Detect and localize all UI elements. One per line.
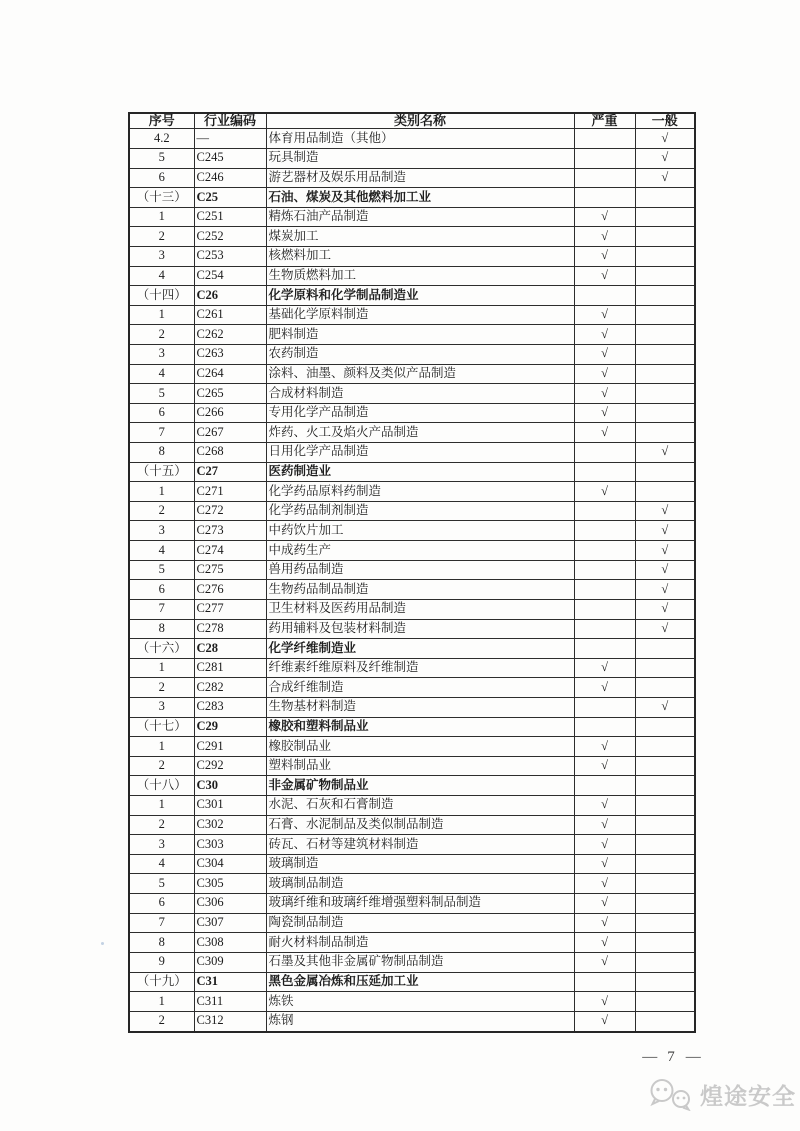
general-check-cell bbox=[635, 305, 695, 325]
severe-check-cell bbox=[574, 148, 635, 168]
seq-cell: 3 bbox=[129, 345, 194, 365]
category-name-cell: 化学药品制剂制造 bbox=[266, 501, 574, 521]
seq-cell: （十三） bbox=[129, 188, 194, 208]
severe-check-cell: √ bbox=[574, 266, 635, 286]
general-check-cell bbox=[635, 658, 695, 678]
severe-check-cell bbox=[574, 580, 635, 600]
seq-cell: 8 bbox=[129, 619, 194, 639]
seq-cell: 4.2 bbox=[129, 129, 194, 149]
category-name-cell: 生物药品制品制造 bbox=[266, 580, 574, 600]
general-check-cell bbox=[635, 227, 695, 247]
general-check-cell bbox=[635, 325, 695, 345]
table-row bbox=[129, 835, 695, 855]
industry-code-cell: — bbox=[194, 129, 266, 149]
seq-cell: 9 bbox=[129, 952, 194, 972]
seq-cell: （十九） bbox=[129, 972, 194, 992]
general-check-cell bbox=[635, 403, 695, 423]
table-row bbox=[129, 756, 695, 776]
industry-code-cell: C277 bbox=[194, 599, 266, 619]
category-name-cell: 中成药生产 bbox=[266, 541, 574, 561]
general-check-cell bbox=[635, 913, 695, 933]
industry-code-cell: C267 bbox=[194, 423, 266, 443]
category-name-cell: 炸药、火工及焰火产品制造 bbox=[266, 423, 574, 443]
general-check-cell bbox=[635, 815, 695, 835]
table-row bbox=[129, 854, 695, 874]
seq-cell: （十六） bbox=[129, 639, 194, 659]
industry-code-cell: C251 bbox=[194, 207, 266, 227]
seq-cell: 2 bbox=[129, 815, 194, 835]
table-row bbox=[129, 345, 695, 365]
section-row bbox=[129, 462, 695, 482]
table-row bbox=[129, 619, 695, 639]
table-row bbox=[129, 933, 695, 953]
industry-code-cell: C272 bbox=[194, 501, 266, 521]
category-name-cell: 卫生材料及医药用品制造 bbox=[266, 599, 574, 619]
section-row bbox=[129, 639, 695, 659]
table-row bbox=[129, 678, 695, 698]
seq-cell: 3 bbox=[129, 835, 194, 855]
industry-code-cell: C273 bbox=[194, 521, 266, 541]
severe-check-cell bbox=[574, 972, 635, 992]
industry-code-cell: C245 bbox=[194, 148, 266, 168]
severe-check-cell bbox=[574, 619, 635, 639]
category-name-cell: 核燃料加工 bbox=[266, 246, 574, 266]
general-check-cell bbox=[635, 266, 695, 286]
table-body bbox=[129, 129, 695, 1032]
severe-check-cell: √ bbox=[574, 874, 635, 894]
general-check-cell bbox=[635, 384, 695, 404]
industry-code-cell: C246 bbox=[194, 168, 266, 188]
category-name-cell: 耐火材料制品制造 bbox=[266, 933, 574, 953]
seq-cell: 2 bbox=[129, 678, 194, 698]
category-name-cell: 精炼石油产品制造 bbox=[266, 207, 574, 227]
industry-code-cell: C28 bbox=[194, 639, 266, 659]
severe-check-cell: √ bbox=[574, 364, 635, 384]
category-name-cell: 化学原料和化学制品制造业 bbox=[266, 286, 574, 306]
severe-check-cell: √ bbox=[574, 815, 635, 835]
table-row bbox=[129, 1011, 695, 1032]
column-header-2: 行业编码 bbox=[194, 113, 266, 129]
category-name-cell: 化学纤维制造业 bbox=[266, 639, 574, 659]
section-row bbox=[129, 717, 695, 737]
severe-check-cell bbox=[574, 462, 635, 482]
general-check-cell bbox=[635, 894, 695, 914]
severe-check-cell bbox=[574, 188, 635, 208]
general-check-cell bbox=[635, 364, 695, 384]
industry-code-cell: C292 bbox=[194, 756, 266, 776]
general-check-cell: √ bbox=[635, 560, 695, 580]
column-header-3: 类别名称 bbox=[266, 113, 574, 129]
table-row bbox=[129, 992, 695, 1012]
seq-cell: 2 bbox=[129, 325, 194, 345]
industry-code-cell: C253 bbox=[194, 246, 266, 266]
industry-code-cell: C263 bbox=[194, 345, 266, 365]
category-name-cell: 水泥、石灰和石膏制造 bbox=[266, 796, 574, 816]
severe-check-cell bbox=[574, 501, 635, 521]
seq-cell: （十七） bbox=[129, 717, 194, 737]
table-row bbox=[129, 580, 695, 600]
table-row bbox=[129, 443, 695, 463]
general-check-cell bbox=[635, 835, 695, 855]
severe-check-cell: √ bbox=[574, 658, 635, 678]
category-name-cell: 专用化学产品制造 bbox=[266, 403, 574, 423]
general-check-cell: √ bbox=[635, 168, 695, 188]
general-check-cell: √ bbox=[635, 599, 695, 619]
industry-code-cell: C268 bbox=[194, 443, 266, 463]
category-name-cell: 化学药品原料药制造 bbox=[266, 482, 574, 502]
severe-check-cell bbox=[574, 168, 635, 188]
seq-cell: 5 bbox=[129, 874, 194, 894]
section-row bbox=[129, 972, 695, 992]
watermark-text: 煌途安全 bbox=[700, 1083, 796, 1109]
category-name-cell: 玩具制造 bbox=[266, 148, 574, 168]
industry-code-cell: C311 bbox=[194, 992, 266, 1012]
category-name-cell: 医药制造业 bbox=[266, 462, 574, 482]
severe-check-cell bbox=[574, 129, 635, 149]
seq-cell: 2 bbox=[129, 1011, 194, 1032]
general-check-cell bbox=[635, 423, 695, 443]
category-name-cell: 纤维素纤维原料及纤维制造 bbox=[266, 658, 574, 678]
category-name-cell: 塑料制品业 bbox=[266, 756, 574, 776]
industry-code-cell: C304 bbox=[194, 854, 266, 874]
category-name-cell: 非金属矿物制品业 bbox=[266, 776, 574, 796]
table-row bbox=[129, 482, 695, 502]
category-name-cell: 玻璃制品制造 bbox=[266, 874, 574, 894]
general-check-cell bbox=[635, 854, 695, 874]
page-number-dash-right: — bbox=[685, 1049, 700, 1065]
severe-check-cell bbox=[574, 717, 635, 737]
industry-code-cell: C307 bbox=[194, 913, 266, 933]
industry-code-cell: C31 bbox=[194, 972, 266, 992]
industry-code-cell: C274 bbox=[194, 541, 266, 561]
category-name-cell: 涂料、油墨、颜料及类似产品制造 bbox=[266, 364, 574, 384]
industry-code-cell: C281 bbox=[194, 658, 266, 678]
severe-check-cell: √ bbox=[574, 992, 635, 1012]
industry-code-cell: C283 bbox=[194, 697, 266, 717]
general-check-cell bbox=[635, 776, 695, 796]
table-row bbox=[129, 325, 695, 345]
general-check-cell: √ bbox=[635, 129, 695, 149]
seq-cell: 1 bbox=[129, 207, 194, 227]
page-number-value: 7 bbox=[667, 1049, 675, 1065]
table-row bbox=[129, 305, 695, 325]
seq-cell: （十八） bbox=[129, 776, 194, 796]
seq-cell: 5 bbox=[129, 560, 194, 580]
industry-code-cell: C276 bbox=[194, 580, 266, 600]
table-row bbox=[129, 423, 695, 443]
category-name-cell: 药用辅料及包装材料制造 bbox=[266, 619, 574, 639]
seq-cell: （十四） bbox=[129, 286, 194, 306]
severe-check-cell: √ bbox=[574, 894, 635, 914]
seq-cell: 3 bbox=[129, 697, 194, 717]
category-name-cell: 石墨及其他非金属矿物制品制造 bbox=[266, 952, 574, 972]
industry-code-cell: C305 bbox=[194, 874, 266, 894]
category-name-cell: 石膏、水泥制品及类似制品制造 bbox=[266, 815, 574, 835]
industry-code-cell: C252 bbox=[194, 227, 266, 247]
page-number bbox=[626, 1049, 716, 1066]
seq-cell: 6 bbox=[129, 580, 194, 600]
industry-code-cell: C254 bbox=[194, 266, 266, 286]
general-check-cell bbox=[635, 678, 695, 698]
table-row bbox=[129, 501, 695, 521]
general-check-cell bbox=[635, 482, 695, 502]
industry-code-cell: C262 bbox=[194, 325, 266, 345]
category-name-cell: 农药制造 bbox=[266, 345, 574, 365]
seq-cell: 1 bbox=[129, 305, 194, 325]
section-row bbox=[129, 776, 695, 796]
general-check-cell: √ bbox=[635, 148, 695, 168]
severe-check-cell: √ bbox=[574, 796, 635, 816]
industry-code-cell: C306 bbox=[194, 894, 266, 914]
seq-cell: 7 bbox=[129, 599, 194, 619]
general-check-cell bbox=[635, 639, 695, 659]
category-name-cell: 橡胶制品业 bbox=[266, 737, 574, 757]
table-row bbox=[129, 894, 695, 914]
severe-check-cell bbox=[574, 286, 635, 306]
industry-code-cell: C26 bbox=[194, 286, 266, 306]
industry-code-cell: C271 bbox=[194, 482, 266, 502]
severe-check-cell bbox=[574, 776, 635, 796]
seq-cell: 4 bbox=[129, 266, 194, 286]
industry-code-cell: C302 bbox=[194, 815, 266, 835]
general-check-cell bbox=[635, 756, 695, 776]
category-name-cell: 炼钢 bbox=[266, 1011, 574, 1032]
industry-code-cell: C29 bbox=[194, 717, 266, 737]
severe-check-cell: √ bbox=[574, 737, 635, 757]
category-name-cell: 基础化学原料制造 bbox=[266, 305, 574, 325]
watermark bbox=[645, 1077, 796, 1111]
general-check-cell: √ bbox=[635, 521, 695, 541]
category-name-cell: 肥料制造 bbox=[266, 325, 574, 345]
severe-check-cell: √ bbox=[574, 952, 635, 972]
general-check-cell bbox=[635, 462, 695, 482]
section-row bbox=[129, 286, 695, 306]
table-row bbox=[129, 246, 695, 266]
category-name-cell: 合成材料制造 bbox=[266, 384, 574, 404]
seq-cell: 1 bbox=[129, 482, 194, 502]
table-row bbox=[129, 737, 695, 757]
seq-cell: 4 bbox=[129, 854, 194, 874]
category-name-cell: 玻璃纤维和玻璃纤维增强塑料制品制造 bbox=[266, 894, 574, 914]
category-name-cell: 日用化学产品制造 bbox=[266, 443, 574, 463]
general-check-cell bbox=[635, 345, 695, 365]
industry-code-cell: C282 bbox=[194, 678, 266, 698]
column-header-4: 严重 bbox=[574, 113, 635, 129]
severe-check-cell: √ bbox=[574, 1011, 635, 1032]
table-row bbox=[129, 697, 695, 717]
general-check-cell bbox=[635, 246, 695, 266]
general-check-cell: √ bbox=[635, 580, 695, 600]
severe-check-cell: √ bbox=[574, 482, 635, 502]
table-row bbox=[129, 266, 695, 286]
table-row bbox=[129, 129, 695, 149]
seq-cell: 2 bbox=[129, 501, 194, 521]
category-name-cell: 黑色金属冶炼和压延加工业 bbox=[266, 972, 574, 992]
section-row bbox=[129, 188, 695, 208]
seq-cell: 2 bbox=[129, 227, 194, 247]
severe-check-cell bbox=[574, 697, 635, 717]
category-name-cell: 中药饮片加工 bbox=[266, 521, 574, 541]
industry-code-cell: C30 bbox=[194, 776, 266, 796]
industry-code-cell: C301 bbox=[194, 796, 266, 816]
severe-check-cell bbox=[574, 599, 635, 619]
general-check-cell bbox=[635, 737, 695, 757]
general-check-cell bbox=[635, 1011, 695, 1032]
seq-cell: 1 bbox=[129, 658, 194, 678]
severe-check-cell: √ bbox=[574, 384, 635, 404]
table-row bbox=[129, 403, 695, 423]
industry-code-cell: C278 bbox=[194, 619, 266, 639]
industry-code-cell: C27 bbox=[194, 462, 266, 482]
severe-check-cell bbox=[574, 560, 635, 580]
seq-cell: 4 bbox=[129, 541, 194, 561]
seq-cell: 6 bbox=[129, 403, 194, 423]
industry-code-cell: C266 bbox=[194, 403, 266, 423]
severe-check-cell: √ bbox=[574, 933, 635, 953]
industry-code-cell: C303 bbox=[194, 835, 266, 855]
general-check-cell bbox=[635, 952, 695, 972]
general-check-cell bbox=[635, 933, 695, 953]
table-row bbox=[129, 207, 695, 227]
industry-code-cell: C312 bbox=[194, 1011, 266, 1032]
table-row bbox=[129, 560, 695, 580]
seq-cell: 2 bbox=[129, 756, 194, 776]
general-check-cell: √ bbox=[635, 501, 695, 521]
industry-code-cell: C261 bbox=[194, 305, 266, 325]
severe-check-cell bbox=[574, 443, 635, 463]
industry-classification-table bbox=[128, 112, 696, 1033]
table-row bbox=[129, 148, 695, 168]
category-name-cell: 游艺器材及娱乐用品制造 bbox=[266, 168, 574, 188]
severe-check-cell: √ bbox=[574, 207, 635, 227]
severe-check-cell: √ bbox=[574, 227, 635, 247]
severe-check-cell: √ bbox=[574, 678, 635, 698]
table-row bbox=[129, 599, 695, 619]
seq-cell: 6 bbox=[129, 894, 194, 914]
industry-code-cell: C308 bbox=[194, 933, 266, 953]
severe-check-cell: √ bbox=[574, 403, 635, 423]
table-header-row bbox=[129, 113, 695, 129]
chat-bubbles-logo-icon bbox=[645, 1077, 695, 1111]
table-row bbox=[129, 364, 695, 384]
severe-check-cell: √ bbox=[574, 305, 635, 325]
category-name-cell: 体育用品制造（其他） bbox=[266, 129, 574, 149]
table-row bbox=[129, 541, 695, 561]
severe-check-cell: √ bbox=[574, 423, 635, 443]
category-name-cell: 生物质燃料加工 bbox=[266, 266, 574, 286]
general-check-cell bbox=[635, 188, 695, 208]
general-check-cell bbox=[635, 286, 695, 306]
seq-cell: 1 bbox=[129, 992, 194, 1012]
seq-cell: 8 bbox=[129, 933, 194, 953]
seq-cell: 6 bbox=[129, 168, 194, 188]
category-name-cell: 石油、煤炭及其他燃料加工业 bbox=[266, 188, 574, 208]
seq-cell: 3 bbox=[129, 521, 194, 541]
industry-code-cell: C25 bbox=[194, 188, 266, 208]
seq-cell: 7 bbox=[129, 423, 194, 443]
column-header-5: 一般 bbox=[635, 113, 695, 129]
scan-noise-dot bbox=[101, 942, 104, 945]
table-row bbox=[129, 796, 695, 816]
severe-check-cell: √ bbox=[574, 325, 635, 345]
general-check-cell bbox=[635, 992, 695, 1012]
seq-cell: 3 bbox=[129, 246, 194, 266]
seq-cell: 4 bbox=[129, 364, 194, 384]
table-row bbox=[129, 658, 695, 678]
seq-cell: 5 bbox=[129, 148, 194, 168]
severe-check-cell: √ bbox=[574, 246, 635, 266]
seq-cell: （十五） bbox=[129, 462, 194, 482]
column-header-1: 序号 bbox=[129, 113, 194, 129]
severe-check-cell: √ bbox=[574, 913, 635, 933]
severe-check-cell bbox=[574, 541, 635, 561]
category-name-cell: 橡胶和塑料制品业 bbox=[266, 717, 574, 737]
general-check-cell bbox=[635, 717, 695, 737]
seq-cell: 5 bbox=[129, 384, 194, 404]
severe-check-cell: √ bbox=[574, 835, 635, 855]
general-check-cell bbox=[635, 796, 695, 816]
industry-code-cell: C291 bbox=[194, 737, 266, 757]
table-row bbox=[129, 952, 695, 972]
general-check-cell bbox=[635, 874, 695, 894]
industry-code-cell: C309 bbox=[194, 952, 266, 972]
general-check-cell bbox=[635, 972, 695, 992]
category-name-cell: 砖瓦、石材等建筑材料制造 bbox=[266, 835, 574, 855]
category-name-cell: 合成纤维制造 bbox=[266, 678, 574, 698]
category-name-cell: 玻璃制造 bbox=[266, 854, 574, 874]
industry-code-cell: C275 bbox=[194, 560, 266, 580]
category-name-cell: 陶瓷制品制造 bbox=[266, 913, 574, 933]
category-name-cell: 煤炭加工 bbox=[266, 227, 574, 247]
table-row bbox=[129, 227, 695, 247]
industry-code-cell: C264 bbox=[194, 364, 266, 384]
severe-check-cell bbox=[574, 521, 635, 541]
general-check-cell: √ bbox=[635, 443, 695, 463]
industry-code-cell: C265 bbox=[194, 384, 266, 404]
page-number-dash-left: — bbox=[642, 1049, 657, 1065]
general-check-cell: √ bbox=[635, 541, 695, 561]
category-name-cell: 炼铁 bbox=[266, 992, 574, 1012]
severe-check-cell: √ bbox=[574, 756, 635, 776]
seq-cell: 1 bbox=[129, 737, 194, 757]
table-row bbox=[129, 874, 695, 894]
general-check-cell: √ bbox=[635, 697, 695, 717]
category-name-cell: 兽用药品制造 bbox=[266, 560, 574, 580]
table-row bbox=[129, 384, 695, 404]
general-check-cell: √ bbox=[635, 619, 695, 639]
seq-cell: 7 bbox=[129, 913, 194, 933]
seq-cell: 8 bbox=[129, 443, 194, 463]
table-row bbox=[129, 913, 695, 933]
table-row bbox=[129, 521, 695, 541]
table-row bbox=[129, 168, 695, 188]
table-row bbox=[129, 815, 695, 835]
severe-check-cell: √ bbox=[574, 854, 635, 874]
severe-check-cell bbox=[574, 639, 635, 659]
general-check-cell bbox=[635, 207, 695, 227]
category-name-cell: 生物基材料制造 bbox=[266, 697, 574, 717]
seq-cell: 1 bbox=[129, 796, 194, 816]
severe-check-cell: √ bbox=[574, 345, 635, 365]
